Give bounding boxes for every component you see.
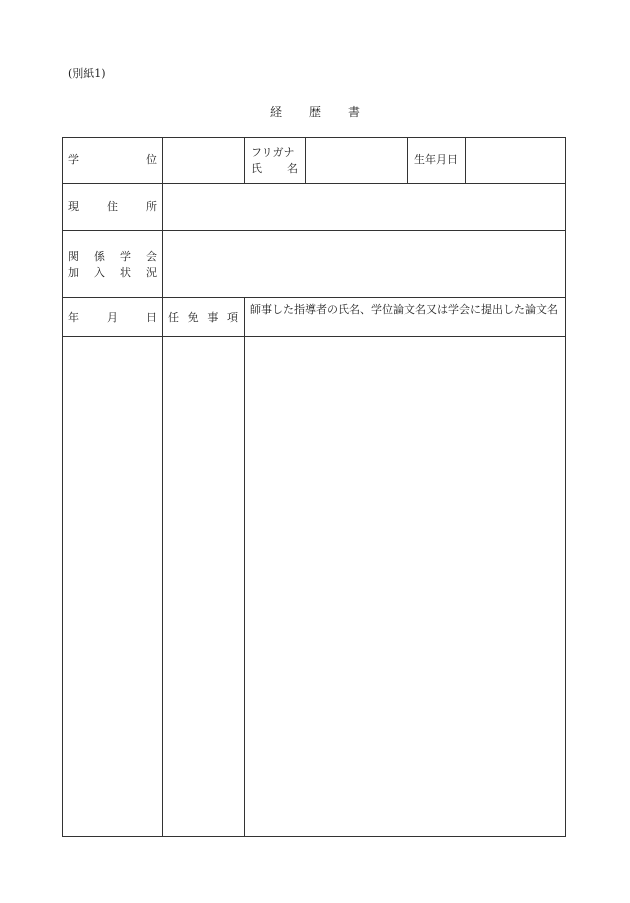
label-char: 況: [146, 266, 157, 279]
label-char: 位: [146, 153, 157, 166]
label-char: 名: [287, 162, 298, 175]
label-char: 免: [187, 311, 199, 324]
table-border-left: [62, 137, 63, 837]
advisor-column-header: 師事した指導者の氏名、学位論文名又は学会に提出した論文名: [250, 303, 558, 316]
date-column-header: [68, 310, 157, 325]
label-char: 年: [68, 311, 79, 324]
label-char: 現: [68, 200, 79, 213]
name-field[interactable]: [307, 139, 406, 182]
label-char: 日: [146, 311, 157, 324]
title-char: 書: [347, 105, 360, 119]
label-char: 住: [107, 200, 118, 213]
label-char: 会: [146, 250, 157, 263]
table-col-divider: [465, 137, 466, 184]
form-title: [270, 103, 360, 120]
table-row-divider: [62, 297, 566, 298]
title-char: 歴: [308, 105, 321, 119]
furigana-label: フリガナ: [251, 146, 295, 159]
appointment-entries-field[interactable]: [164, 338, 243, 835]
label-char: 係: [94, 250, 105, 263]
society-field[interactable]: [164, 232, 564, 296]
label-char: 氏: [251, 162, 262, 175]
society-label-line2: [68, 265, 157, 280]
label-char: 入: [94, 266, 105, 279]
table-col-divider: [244, 297, 245, 837]
name-label: [251, 161, 298, 176]
date-of-birth-field[interactable]: [467, 139, 564, 182]
table-col-divider: [162, 137, 163, 837]
label-char: 事: [207, 311, 219, 324]
table-row-divider: [62, 183, 566, 184]
address-field[interactable]: [164, 185, 564, 229]
table-col-divider: [244, 137, 245, 184]
table-border-right: [565, 137, 566, 837]
table-row-divider: [62, 230, 566, 231]
table-border-bottom: [62, 836, 566, 837]
title-char: 経: [270, 105, 283, 119]
label-char: 関: [68, 250, 79, 263]
date-of-birth-label: 生年月日: [414, 153, 458, 166]
label-char: 月: [107, 311, 118, 324]
degree-label: [68, 152, 157, 167]
table-col-divider: [305, 137, 306, 184]
table-border-top: [62, 137, 566, 138]
table-col-divider: [407, 137, 408, 184]
label-char: 所: [146, 200, 157, 213]
label-char: 任: [168, 311, 179, 324]
label-char: 学: [68, 153, 79, 166]
label-char: 項: [226, 311, 238, 324]
annotation-label: (別紙1): [68, 67, 106, 80]
advisor-entries-field[interactable]: [246, 338, 564, 835]
date-entries-field[interactable]: [64, 338, 161, 835]
label-char: 学: [120, 250, 131, 263]
table-row-divider: [62, 336, 566, 337]
degree-field[interactable]: [164, 139, 243, 182]
label-char: 状: [120, 266, 131, 279]
appointment-column-header: [168, 310, 238, 325]
address-label: [68, 199, 157, 214]
label-char: 加: [68, 266, 79, 279]
society-label-line1: [68, 249, 157, 264]
